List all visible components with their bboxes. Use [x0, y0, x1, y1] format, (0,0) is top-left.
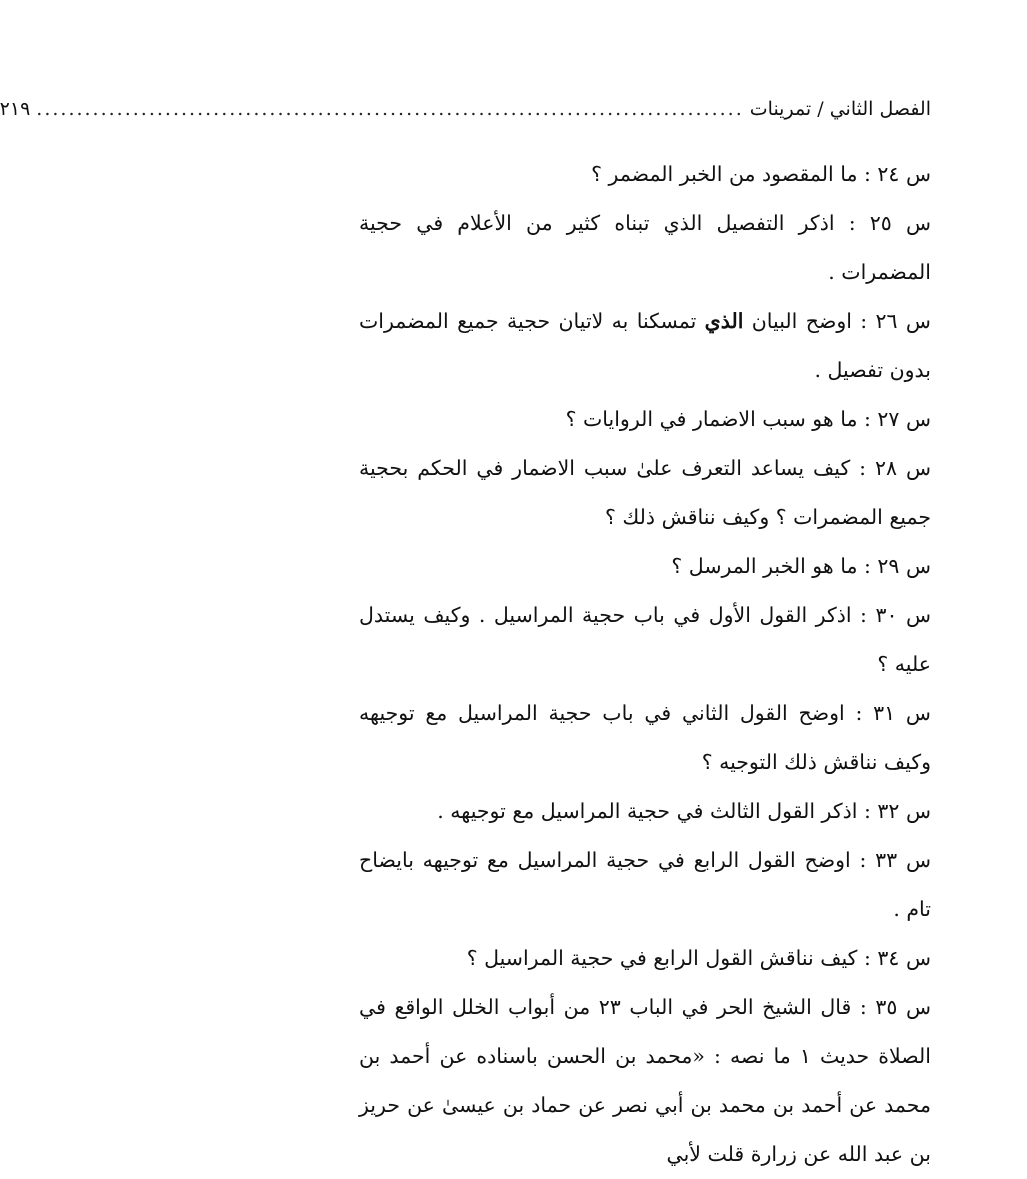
question-label: س ٣٢ :	[863, 799, 931, 823]
question-text: ما هو الخبر المرسل ؟	[671, 554, 858, 578]
question-29	[359, 542, 931, 591]
question-label: س ٣١ :	[855, 701, 931, 725]
question-33	[359, 836, 931, 934]
question-text: كيف يساعد التعرف علىٰ سبب الاضمار في الحكم بحجية جميع المضمرات ؟ وكيف نناقش ذلك ؟	[359, 456, 931, 529]
question-text-end: تمسكنا به لاتيان حجية جميع المضمرات بدون تفصيل .	[359, 309, 931, 382]
header-leader-dots: ........................................................................................	[36, 98, 744, 120]
question-24	[359, 150, 931, 199]
exercise-list	[359, 150, 931, 1179]
question-label: س ٣٣ :	[859, 848, 931, 872]
question-label: س ٢٥ :	[848, 211, 931, 235]
question-label: س ٣٤ :	[863, 946, 931, 970]
question-text: اوضح القول الرابع في حجية المراسيل مع توجيهه بايضاح تام .	[359, 848, 931, 921]
question-32	[359, 787, 931, 836]
question-text: اوضح القول الثاني في باب حجية المراسيل مع توجيهه وكيف نناقش ذلك التوجيه ؟	[359, 701, 931, 774]
question-28	[359, 444, 931, 542]
question-27	[359, 395, 931, 444]
header-title: الفصل الثاني / تمرينات	[749, 98, 931, 120]
question-31	[359, 689, 931, 787]
question-text: قال الشيخ الحر في الباب ٢٣ من أبواب الخلل الواقع في الصلاة حديث ١ ما نصه : «محمد بن الحسن باسناده عن أحمد بن محمد عن أحمد بن محمد بن أبي نصر عن حماد بن عيسىٰ عن حريز بن عبد الله عن زرارة قلت لأبي	[359, 995, 932, 1166]
question-label: س ٢٤ :	[863, 162, 931, 186]
question-34	[359, 934, 931, 983]
question-label: س ٢٧ :	[863, 407, 931, 431]
question-text: اذكر التفصيل الذي تبناه كثير من الأعلام في حجية المضمرات .	[359, 211, 931, 284]
question-label: س ٣٥ :	[859, 995, 931, 1019]
question-text: ما هو سبب الاضمار في الروايات ؟	[565, 407, 858, 431]
question-text: ما المقصود من الخبر المضمر ؟	[591, 162, 858, 186]
question-label: س ٢٦ :	[860, 309, 931, 333]
question-text-bold-word: الذي	[704, 309, 744, 333]
question-text-start: اوضح البيان	[751, 309, 852, 333]
question-text: اذكر القول الأول في باب حجية المراسيل . وكيف يستدل عليه ؟	[359, 603, 931, 676]
running-header	[0, 98, 931, 138]
question-25	[359, 199, 931, 297]
question-35	[359, 983, 931, 1179]
question-text: اذكر القول الثالث في حجية المراسيل مع توجيهه .	[437, 799, 858, 823]
question-text: كيف نناقش القول الرابع في حجية المراسيل ؟	[466, 946, 858, 970]
question-label: س ٢٩ :	[863, 554, 931, 578]
page-number: ٢١٩	[0, 98, 31, 120]
question-label: س ٣٠ :	[860, 603, 931, 627]
question-30	[359, 591, 931, 689]
question-26	[359, 297, 931, 395]
question-label: س ٢٨ :	[859, 456, 931, 480]
